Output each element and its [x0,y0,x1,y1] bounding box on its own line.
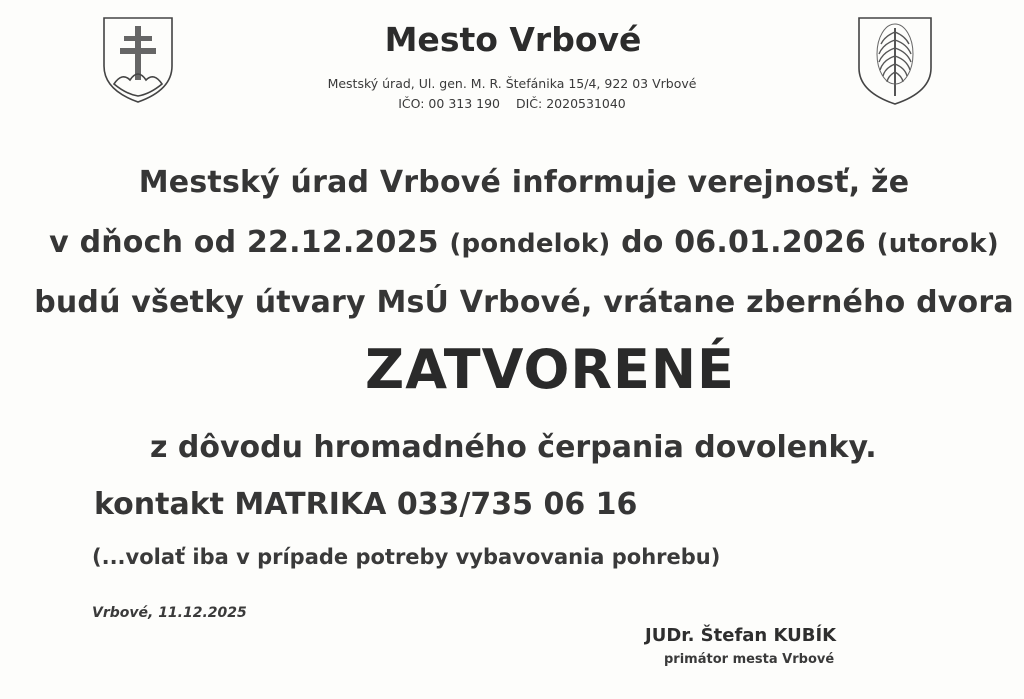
ico-number: IČO: 00 313 190 [398,96,501,111]
document-date: Vrbové, 11.12.2025 [92,605,247,621]
signatory-name: JUDr. Štefan KUBÍK [645,625,837,646]
office-address: Mestský úrad, Ul. gen. M. R. Štefánika 15/4, 922 03 Vrbové [327,76,697,91]
notice-line-1: Mestský úrad Vrbové informuje verejnosť, že [138,165,910,200]
contact-phone: kontakt MATRIKA 033/735 06 16 [94,487,638,522]
signatory-role: primátor mesta Vrbové [664,652,835,667]
closure-start: v dňoch od 22.12.2025 [49,225,439,260]
closed-heading: ZATVORENÉ [365,338,735,401]
contact-note: (...volať iba v prípade potreby vybavovania pohrebu) [92,545,721,569]
dic-number: DIČ: 2020531040 [516,96,626,111]
closure-reason: z dôvodu hromadného čerpania dovolenky. [150,430,877,465]
closure-end-day: (utorok) [876,229,999,259]
closure-start-day: (pondelok) [449,229,611,259]
city-title [0,20,1024,59]
identifiers [0,96,1024,111]
closure-end: do 06.01.2026 [621,225,867,260]
notice-line-2 [0,225,1024,260]
notice-line-3: budú všetky útvary MsÚ Vrbové, vrátane zberného dvora [34,285,1014,320]
city-title-text: Mesto Vrbové [384,20,642,59]
